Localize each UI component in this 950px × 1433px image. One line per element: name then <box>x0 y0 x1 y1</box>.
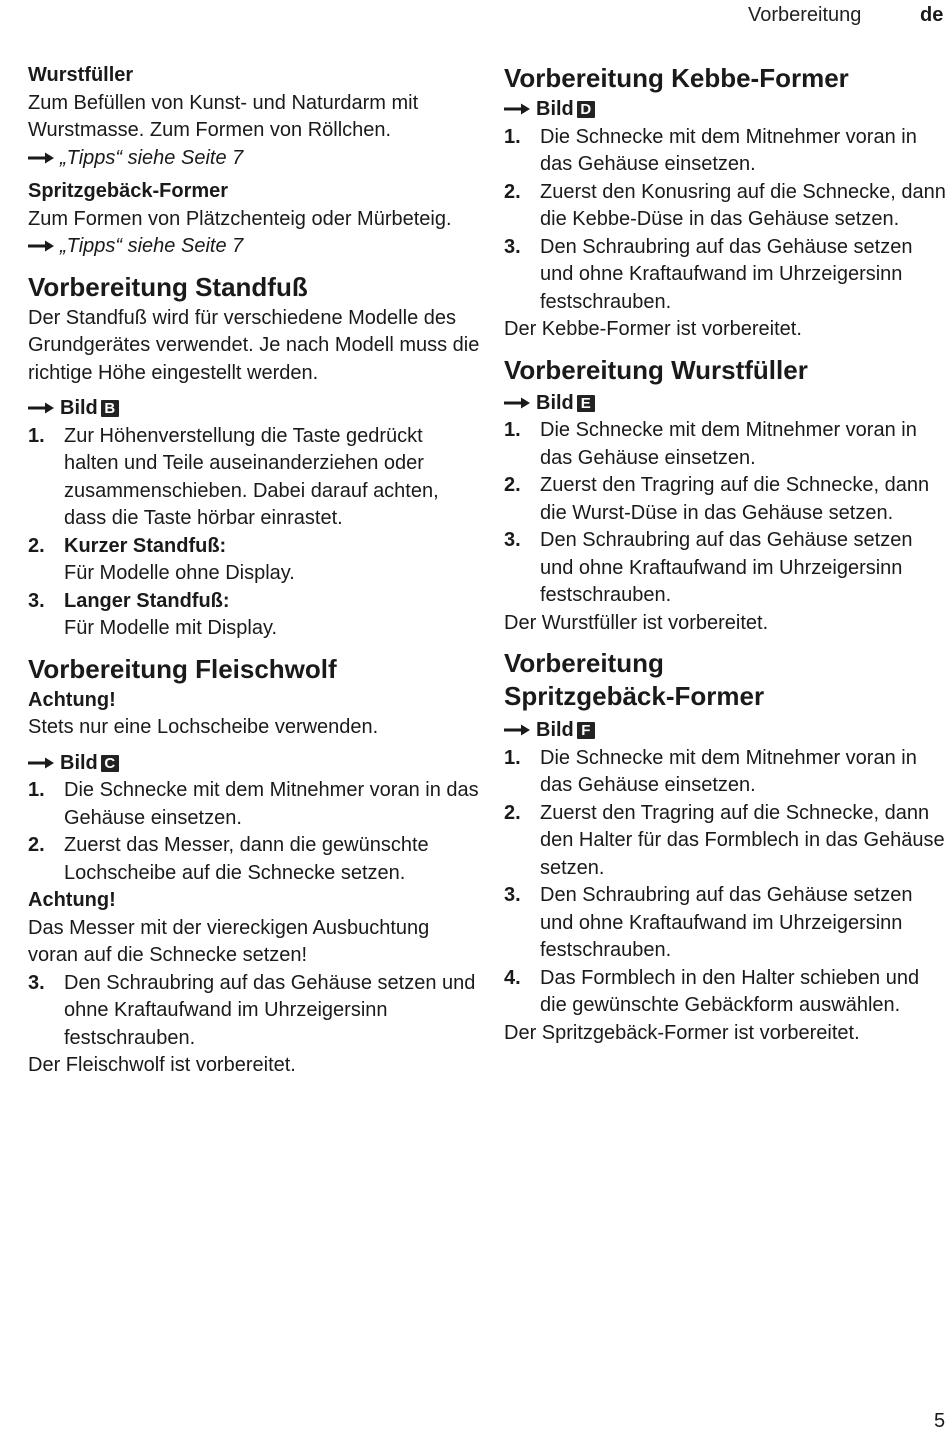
step-number: 1. <box>504 125 521 148</box>
arrow-right-icon <box>504 102 530 116</box>
spritz-steps <box>504 745 948 1020</box>
list-item <box>504 234 948 317</box>
standfuss-bild-ref <box>28 395 480 423</box>
arrow-right-icon <box>28 239 54 253</box>
wurst-heading: Vorbereitung Wurstfüller <box>504 354 808 385</box>
step-number: 2. <box>28 534 45 557</box>
spritz-heading <box>504 647 948 713</box>
step-text: Zuerst das Messer, dann die gewünschte Lochscheibe auf die Schnecke setzen. <box>64 834 429 884</box>
list-item <box>28 423 480 533</box>
bild-letter-badge: F <box>577 722 595 739</box>
bild-letter-badge: B <box>101 400 119 417</box>
step-number: 1. <box>504 419 521 441</box>
step-number: 3. <box>28 589 45 612</box>
fleischwolf-bild-ref <box>28 750 480 778</box>
wurstfueller-title: Wurstfüller <box>28 64 134 86</box>
list-item <box>504 472 948 527</box>
spritz-heading-line1: Vorbereitung <box>504 648 664 678</box>
step-text: Zur Höhenverstellung die Taste gedrückt halten und Teile auseinanderziehen oder zusammenschieben. Dabei darauf achten, dass die Taste hörbar einrastet. <box>64 424 439 529</box>
fleischwolf-heading: Vorbereitung Fleischwolf <box>28 653 337 684</box>
wurst-bild-ref <box>504 390 948 418</box>
step-number: 3. <box>504 884 521 906</box>
step-number: 2. <box>504 474 521 496</box>
warning-text: Stets nur eine Lochscheibe verwenden. <box>28 716 379 738</box>
bild-letter-badge: C <box>101 755 119 772</box>
list-item <box>28 832 480 887</box>
list-item <box>28 533 480 588</box>
step-text: Für Modelle ohne Display. <box>64 562 295 584</box>
warning-title: Achtung! <box>28 688 116 711</box>
spritz-heading-line2: Spritzgebäck-Former <box>504 681 765 711</box>
step-text: Die Schnecke mit dem Mitnehmer voran in das Gehäuse einsetzen. <box>540 746 917 796</box>
step-text: Den Schraubring auf das Gehäuse setzen und ohne Kraftaufwand im Uhrzeigersinn festschrauben. <box>64 971 476 1049</box>
warning-title: Achtung! <box>28 889 116 911</box>
step-text: Die Schnecke mit dem Mitnehmer voran in das Gehäuse einsetzen. <box>540 125 917 175</box>
bild-label: Bild <box>536 719 574 741</box>
arrow-right-icon <box>504 396 530 410</box>
wurst-steps <box>504 417 948 610</box>
step-number: 3. <box>504 235 521 258</box>
page-number: 5 <box>934 1410 946 1432</box>
step-text: Zuerst den Konusring auf die Schnecke, dann die Kebbe-Düse in das Gehäuse setzen. <box>540 180 946 230</box>
step-number: 4. <box>504 966 521 989</box>
bild-label: Bild <box>536 391 574 414</box>
wurstfueller-ref <box>28 145 480 173</box>
spritz-text <box>28 206 480 261</box>
kebbe-bild-ref <box>504 96 948 124</box>
step-number: 2. <box>504 801 521 824</box>
bild-letter-badge: D <box>577 101 595 118</box>
arrow-right-icon <box>28 756 54 770</box>
list-item <box>504 965 948 1020</box>
step-number: 2. <box>28 834 45 856</box>
fleischwolf-done: Der Fleischwolf ist vorbereitet. <box>28 1054 296 1076</box>
arrow-right-icon <box>28 151 54 165</box>
kebbe-done: Der Kebbe-Former ist vorbereitet. <box>504 318 802 340</box>
wurstfueller-ref-text: „Tipps“ siehe Seite 7 <box>60 146 244 169</box>
bild-label: Bild <box>60 397 98 419</box>
step-text: Zuerst den Tragring auf die Schnecke, dann den Halter für das Formblech in das Gehäuse setzen. <box>540 801 945 879</box>
spritz-done: Der Spritzgebäck-Former ist vorbereitet. <box>504 1021 860 1044</box>
step-text: Den Schraubring auf das Gehäuse setzen und ohne Kraftaufwand im Uhrzeigersinn festschrauben. <box>540 529 913 606</box>
fleischwolf-steps-b <box>28 970 480 1053</box>
step-title: Langer Standfuß: <box>64 589 230 612</box>
step-text: Für Modelle mit Display. <box>64 617 278 639</box>
spritz-bild-ref <box>504 717 948 745</box>
bild-label: Bild <box>536 98 574 120</box>
page-header-section: Vorbereitung <box>748 4 862 26</box>
wurstfueller-text: Zum Befüllen von Kunst- und Naturdarm mit Wurstmasse. Zum Formen von Röllchen. <box>28 91 419 141</box>
arrow-right-icon <box>504 723 530 737</box>
wurst-done: Der Wurstfüller ist vorbereitet. <box>504 611 769 634</box>
list-item <box>504 417 948 472</box>
list-item <box>504 124 948 179</box>
list-item <box>504 800 948 883</box>
step-text: Die Schnecke mit dem Mitnehmer voran in das Gehäuse einsetzen. <box>540 419 917 469</box>
spritz-text-body: Zum Formen von Plätzchenteig oder Mürbeteig. <box>28 207 452 230</box>
standfuss-steps <box>28 423 480 643</box>
list-item <box>28 777 480 832</box>
step-title: Kurzer Standfuß: <box>64 534 227 557</box>
page-header-lang: de <box>920 4 944 26</box>
spritz-ref-text: „Tipps“ siehe Seite 7 <box>60 235 244 257</box>
warning-text: Das Messer mit der viereckigen Ausbuchtung voran auf die Schnecke setzen! <box>28 916 430 966</box>
list-item <box>504 882 948 965</box>
arrow-right-icon <box>28 401 54 415</box>
step-number: 2. <box>504 180 521 203</box>
step-number: 1. <box>504 746 521 769</box>
step-text: Das Formblech in den Halter schieben und die gewünschte Gebäckform auswählen. <box>540 966 920 1016</box>
list-item <box>504 527 948 610</box>
step-number: 1. <box>28 779 45 801</box>
bild-label: Bild <box>60 751 98 774</box>
step-number: 3. <box>28 971 45 994</box>
step-text: Den Schraubring auf das Gehäuse setzen und ohne Kraftaufwand im Uhrzeigersinn festschrauben. <box>540 235 913 313</box>
fleischwolf-steps-a <box>28 777 480 887</box>
step-text: Den Schraubring auf das Gehäuse setzen und ohne Kraftaufwand im Uhrzeigersinn festschrauben. <box>540 884 913 961</box>
bild-letter-badge: E <box>577 395 595 412</box>
right-column <box>504 62 948 1047</box>
step-text: Die Schnecke mit dem Mitnehmer voran in das Gehäuse einsetzen. <box>64 779 479 829</box>
standfuss-heading: Vorbereitung Standfuß <box>28 271 308 302</box>
spritz-title: Spritzgebäck-Former <box>28 180 229 202</box>
list-item <box>504 179 948 234</box>
kebbe-steps <box>504 124 948 317</box>
step-text: Zuerst den Tragring auf die Schnecke, dann die Wurst-Düse in das Gehäuse setzen. <box>540 474 930 524</box>
standfuss-intro: Der Standfuß wird für verschiedene Modelle des Grundgerätes verwendet. Je nach Modell muss die richtige Höhe eingestellt werden. <box>28 306 480 384</box>
kebbe-heading: Vorbereitung Kebbe-Former <box>504 63 849 93</box>
left-column <box>28 62 480 1080</box>
list-item <box>28 970 480 1053</box>
step-number: 3. <box>504 529 521 551</box>
step-number: 1. <box>28 424 45 447</box>
list-item <box>504 745 948 800</box>
list-item <box>28 588 480 643</box>
